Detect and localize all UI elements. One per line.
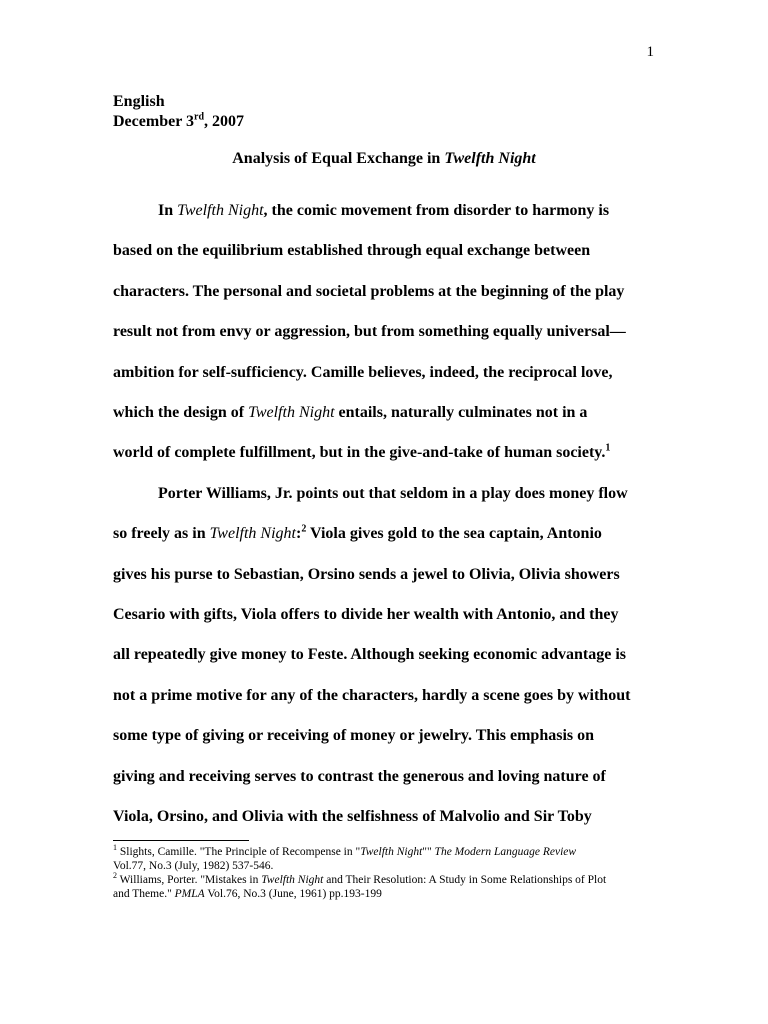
date-ordinal: rd: [194, 111, 204, 123]
italic-journal: PMLA: [174, 888, 205, 900]
text-line: based on the equilibrium established through equal exchange between: [113, 242, 591, 260]
footnote-ref[interactable]: 1: [605, 443, 611, 455]
footnote-1: [113, 845, 673, 873]
text-run: In: [158, 202, 178, 219]
text-run: Williams, Porter. "Mistakes in: [117, 874, 262, 886]
text-line: all repeatedly give money to Feste. Although seeking economic advantage is: [113, 646, 626, 664]
document-header: [113, 92, 244, 132]
footnote-2: [113, 873, 673, 901]
text-line: [113, 514, 658, 554]
text-line: some type of giving or receiving of money or jewelry. This emphasis on: [113, 727, 595, 745]
italic-title-ref: Twelfth Night: [360, 846, 423, 858]
text-run: Vol.76, No.3 (June, 1961) pp.193-199: [204, 888, 382, 900]
paragraph-1: [113, 191, 658, 474]
text-line: not a prime motive for any of the characters, hardly a scene goes by without: [113, 686, 631, 704]
text-run: entails, naturally culminates not in a: [334, 404, 588, 422]
text-run: Viola gives gold to the sea captain, Antonio: [306, 525, 602, 543]
footnote-number: 1: [113, 843, 117, 853]
document-title: [0, 150, 768, 168]
footnote-ref[interactable]: 2: [301, 523, 307, 535]
footnote-line: Vol.77, No.3 (July, 1982) 537-546.: [113, 860, 274, 872]
document-body: [113, 191, 658, 838]
date-prefix: December 3: [113, 113, 194, 130]
text-line: [113, 433, 658, 473]
text-line: Porter Williams, Jr. points out that seldom in a play does money flow: [158, 484, 628, 502]
footnote-divider: [113, 840, 249, 841]
text-line: gives his purse to Sebastian, Orsino sends a jewel to Olivia, Olivia showers: [113, 565, 620, 583]
italic-title-ref: Twelfth Night: [209, 525, 296, 543]
text-line: Cesario with gifts, Viola offers to divide her wealth with Antonio, and they: [113, 606, 619, 624]
text-run: :: [295, 525, 302, 543]
footnote-line: [113, 887, 673, 901]
italic-title-ref: Twelfth Night: [248, 404, 335, 422]
text-line: result not from envy or aggression, but from something equally universal—: [113, 323, 626, 341]
italic-journal: The Modern Language Review: [434, 846, 577, 858]
text-run: world of complete fulfillment, but in the give-and-take of human society.: [113, 444, 606, 462]
title-prefix: Analysis of Equal Exchange in: [232, 150, 445, 167]
text-run: "": [422, 846, 435, 858]
text-line: giving and receiving serves to contrast the generous and loving nature of: [113, 767, 606, 785]
text-line: [113, 191, 658, 231]
text-run: and Theme.": [113, 888, 175, 900]
footnote-line: [113, 845, 673, 859]
title-italic: Twelfth Night: [444, 150, 536, 167]
text-line: ambition for self-sufficiency. Camille believes, indeed, the reciprocal love,: [113, 363, 613, 381]
text-run: which the design of: [113, 404, 249, 422]
text-line: Viola, Orsino, and Olivia with the selfishness of Malvolio and Sir Toby: [113, 808, 592, 826]
text-run: and Their Resolution: A Study in Some Relationships of Plot: [323, 874, 607, 886]
italic-title-ref: Twelfth Night: [261, 874, 324, 886]
text-run: , the comic movement from disorder to harmony is: [263, 202, 610, 219]
text-line: [113, 393, 658, 433]
date-suffix: , 2007: [204, 113, 244, 130]
footnotes: [113, 845, 673, 901]
text-run: so freely as in: [113, 525, 210, 543]
footnote-number: 2: [113, 871, 117, 881]
italic-title-ref: Twelfth Night: [177, 202, 264, 219]
paragraph-2: [113, 474, 658, 838]
document-date: [113, 112, 244, 132]
text-run: Slights, Camille. "The Principle of Recompense in ": [117, 846, 361, 858]
text-line: characters. The personal and societal problems at the beginning of the play: [113, 282, 625, 300]
course-name: English: [113, 93, 165, 110]
footnote-line: [113, 873, 673, 887]
page-number: 1: [646, 44, 654, 60]
